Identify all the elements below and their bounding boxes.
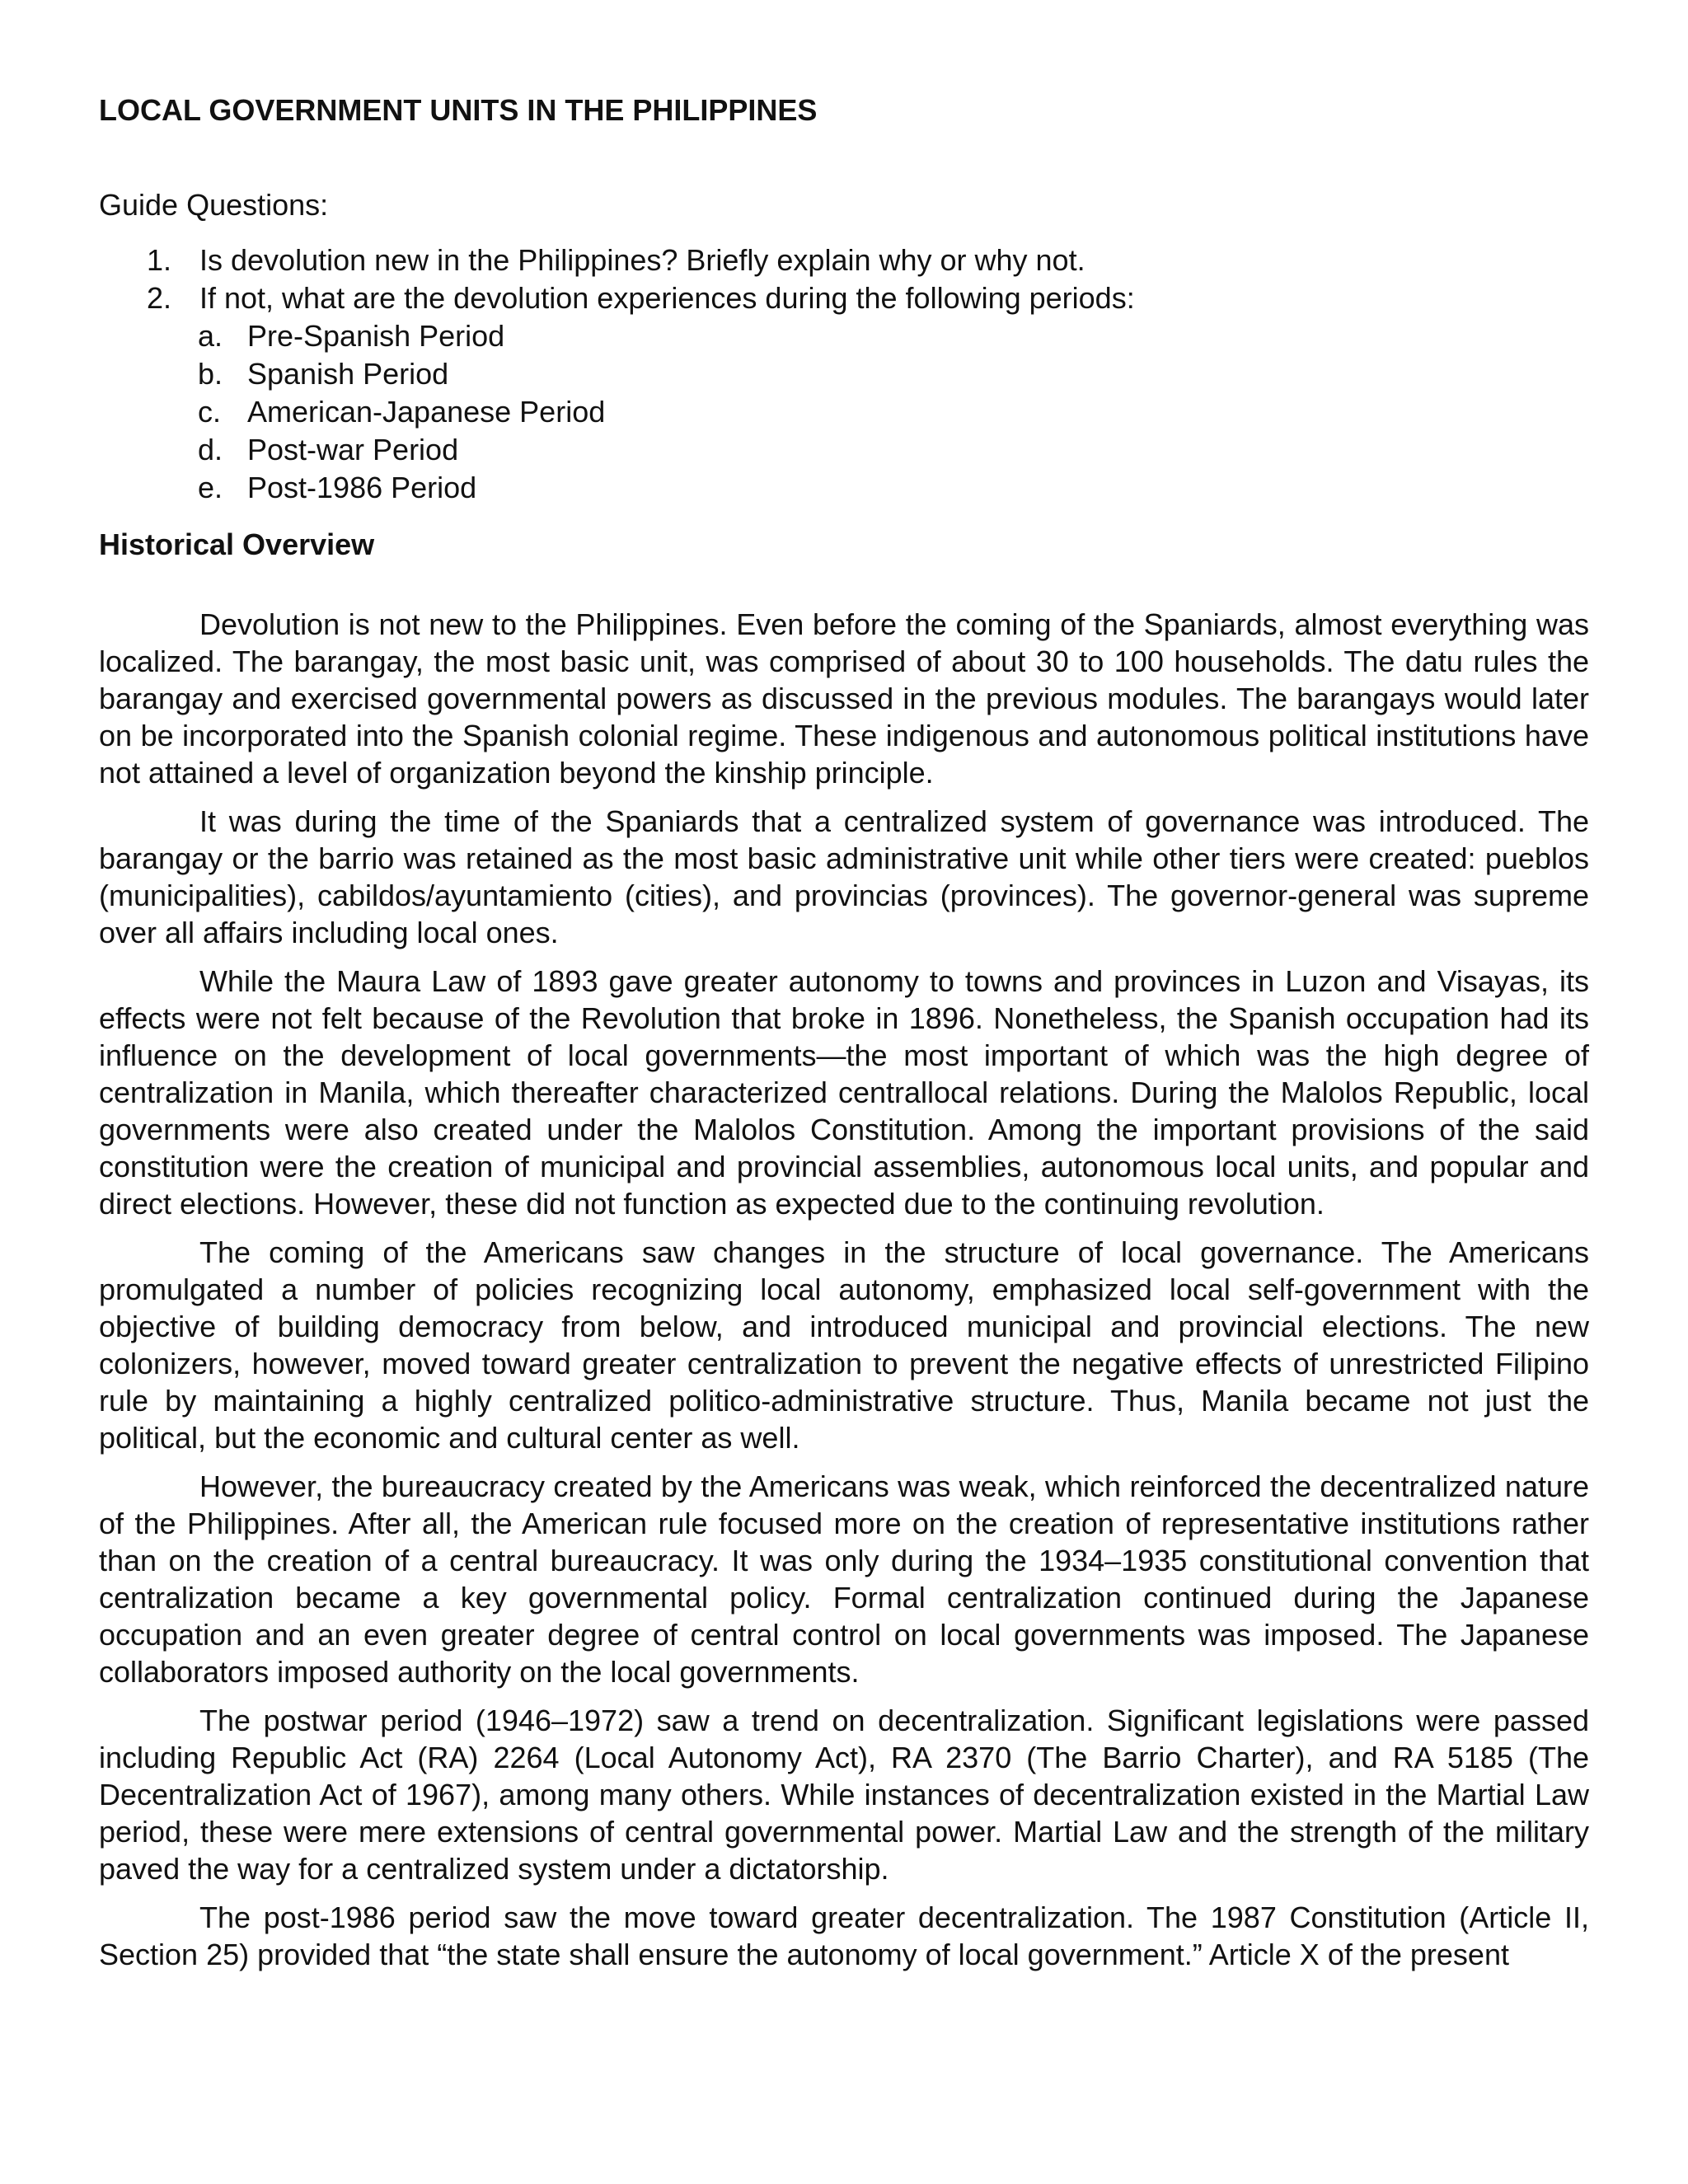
- period-text: Post-1986 Period: [247, 471, 477, 504]
- guide-question-item: [99, 241, 1589, 279]
- period-text: Post-war Period: [247, 433, 459, 466]
- body-paragraph: The post-1986 period saw the move toward greater decentralization. The 1987 Constitution (Article II, Section 25) provided that “the state shall ensure the autonomy of local government.” Article X of the present: [99, 1900, 1589, 1971]
- period-letter: c.: [198, 395, 222, 429]
- period-text: American-Japanese Period: [247, 395, 606, 429]
- period-item: [99, 431, 1589, 469]
- question-text: If not, what are the devolution experiences during the following periods:: [199, 281, 1135, 315]
- period-letter: d.: [198, 433, 223, 466]
- body-paragraph: It was during the time of the Spaniards that a centralized system of governance was introduced. The barangay or the barrio was retained as the most basic administrative unit while other tiers were created: pueblos (municipalities), cabildos/ayuntamiento (cities), and provincias (provinces). The governor-general was supreme over all affairs including local ones.: [99, 804, 1589, 949]
- period-letter: e.: [198, 471, 223, 504]
- period-text: Pre-Spanish Period: [247, 319, 505, 353]
- period-item: [99, 393, 1589, 431]
- body-paragraph: Devolution is not new to the Philippines. Even before the coming of the Spaniards, almost everything was localized. The barangay, the most basic unit, was comprised of about 30 to 100 households. The datu rules the barangay and exercised governmental powers as discussed in the previous modules. The barangays would later on be incorporated into the Spanish colonial regime. These indigenous and autonomous political institutions have not attained a level of organization beyond the kinship principle.: [99, 607, 1589, 790]
- guide-questions-list: [99, 241, 1589, 317]
- document-title: LOCAL GOVERNMENT UNITS IN THE PHILIPPINES: [99, 93, 818, 127]
- body-paragraph: However, the bureaucracy created by the Americans was weak, which reinforced the decentralized nature of the Philippines. After all, the American rule focused more on the creation of representative institutions rather than on the creation of a central bureaucracy. It was only during the 1934–1935 constitutional convention that centralization became a key governmental policy. Formal centralization continued during the Japanese occupation and an even greater degree of central control on local governments was imposed. The Japanese collaborators imposed authority on the local governments.: [99, 1469, 1589, 1689]
- document-page: [99, 92, 1589, 1985]
- period-item: [99, 317, 1589, 355]
- period-text: Spanish Period: [247, 357, 449, 391]
- period-letter: a.: [198, 319, 223, 353]
- body-paragraph: The postwar period (1946–1972) saw a trend on decentralization. Significant legislations were passed including Republic Act (RA) 2264 (Local Autonomy Act), RA 2370 (The Barrio Charter), and RA 5185 (The Decentralization Act of 1967), among many others. While instances of decentralization existed in the Martial Law period, these were mere extensions of central governmental power. Martial Law and the strength of the military paved the way for a centralized system under a dictatorship.: [99, 1704, 1589, 1886]
- question-number: 2.: [147, 281, 172, 315]
- period-item: [99, 355, 1589, 393]
- body-paragraph: While the Maura Law of 1893 gave greater autonomy to towns and provinces in Luzon and Visayas, its effects were not felt because of the Revolution that broke in 1896. Nonetheless, the Spanish occupation had its influence on the development of local governments—the most important of which was the high degree of centralization in Manila, which thereafter characterized centrallocal relations. During the Malolos Republic, local governments were also created under the Malolos Constitution. Among the important provisions of the said constitution were the creation of municipal and provincial assemblies, autonomous local units, and popular and direct elections. However, these did not function as expected due to the continuing revolution.: [99, 964, 1589, 1221]
- guide-question-item: [99, 279, 1589, 317]
- guide-questions-label: Guide Questions:: [99, 188, 329, 222]
- period-letter: b.: [198, 357, 223, 391]
- question-text: Is devolution new in the Philippines? Briefly explain why or why not.: [199, 243, 1085, 277]
- body-paragraph: The coming of the Americans saw changes in the structure of local governance. The Americans promulgated a number of policies recognizing local autonomy, emphasized local self-government with the objective of building democracy from below, and introduced municipal and provincial elections. The new colonizers, however, moved toward greater centralization to prevent the negative effects of unrestricted Filipino rule by maintaining a highly centralized politico-administrative structure. Thus, Manila became not just the political, but the economic and cultural center as well.: [99, 1235, 1589, 1455]
- period-item: [99, 469, 1589, 507]
- question-number: 1.: [147, 243, 172, 277]
- section-heading: Historical Overview: [99, 527, 375, 561]
- period-sublist: [99, 317, 1589, 507]
